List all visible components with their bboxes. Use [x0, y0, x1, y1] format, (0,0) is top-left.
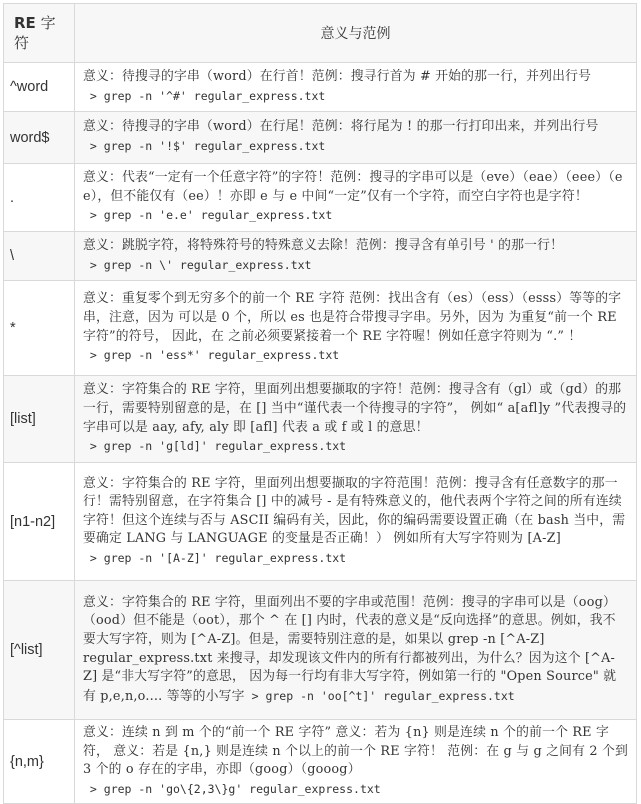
- row-description: [75, 376, 637, 463]
- row-command: > grep -n \' regular_express.txt: [83, 257, 312, 272]
- table-row: [4, 281, 637, 376]
- row-text: 意义：字符集合的 RE 字符，里面列出想要撷取的字符！范例：搜寻含有（gl）或（gd）的那一行，需要特别留意的是，在 [] 当中“谨代表一个待搜寻的字符”， 例如“ a[afl]y ”代表搜寻的字串可以是 aay, afy, aly 即 [afl] 代表 a 或 f 或 l 的意思！: [83, 382, 627, 435]
- table-row: [4, 720, 637, 804]
- table-row: [4, 463, 637, 581]
- row-description: [75, 463, 637, 581]
- row-description: [75, 232, 637, 281]
- row-description: [75, 63, 637, 112]
- row-text: 意义：字符集合的 RE 字符，里面列出想要撷取的字符范围！范例：搜寻含有任意数字的那一行！需特别留意，在字符集合 [] 中的减号 - 是有特殊意义的，他代表两个字符之间的所有连续字符！但这个连续与否与 ASCII 编码有关，因此，你的编码需要设置正确（在 bash 当中，需要确定 LANG 与 LANGUAGE 的变量是否正确！） 例如所有大写字符则为 [A-Z]: [83, 475, 626, 547]
- header-row: [4, 4, 637, 63]
- row-symbol: *: [4, 281, 75, 376]
- row-text: 意义：待搜寻的字串（word）在行首！范例：搜寻行首为 # 开始的那一行，并列出行号: [83, 68, 592, 84]
- row-symbol: ^word: [4, 63, 75, 112]
- row-text: 意义：代表“一定有一个任意字符”的字符！范例：搜寻的字串可以是（eve）（eae）（eee）（e e），但不能仅有（ee）！亦即 e 与 e 中间“一定”仅有一个字符，而空白字符也是字符！: [83, 170, 623, 204]
- row-command: > grep -n 'ess*' regular_express.txt: [83, 348, 340, 363]
- header-symbol-re: RE: [14, 14, 36, 32]
- row-text: 意义：连续 n 到 m 个的“前一个 RE 字符” 意义：若为 {n} 则是连续 n 个的前一个 RE 字符， 意义：若是 {n,} 则是连续 n 个以上的前一个 RE 字符！ 范例：在 g 与 g 之间有 2 个到 3 个的 o 存在的字串，亦即（goog）（gooog）: [83, 725, 628, 778]
- row-description: [75, 720, 637, 804]
- table-row: [4, 63, 637, 112]
- row-symbol: [n1-n2]: [4, 463, 75, 581]
- row-command: > grep -n 'go\{2,3\}g' regular_express.txt: [83, 781, 381, 796]
- row-command: > grep -n '^#' regular_express.txt: [83, 88, 326, 103]
- row-symbol: {n,m}: [4, 720, 75, 804]
- row-command: > grep -n 'g[ld]' regular_express.txt: [83, 439, 347, 454]
- row-description: [75, 112, 637, 164]
- row-symbol: word$: [4, 112, 75, 164]
- table-row: [4, 376, 637, 463]
- header-symbol: [4, 4, 75, 63]
- row-command: > grep -n '[A-Z]' regular_express.txt: [83, 550, 347, 565]
- table-body: [4, 63, 637, 804]
- row-symbol: [list]: [4, 376, 75, 463]
- row-text: 意义：跳脱字符，将特殊符号的特殊意义去除！范例：搜寻含有单引号 ' 的那一行！: [83, 237, 564, 253]
- row-command: > grep -n 'oo[^t]' regular_express.txt: [244, 688, 515, 703]
- header-symbol-char1: 字: [35, 14, 56, 32]
- row-description: [75, 281, 637, 376]
- table-row: [4, 112, 637, 164]
- header-description: 意义与范例: [75, 4, 637, 63]
- table-row: [4, 164, 637, 232]
- row-description: [75, 581, 637, 720]
- row-text: 意义：字符集合的 RE 字符，里面列出不要的字串或范围！范例：搜寻的字串可以是（oog）（ood）但不能是（oot），那个 ^ 在 [] 内时，代表的意义是“反向选择”的意思。例如，我不要大写字符，则为 [^A-Z]。但是，需要特别注意的是，如果以 grep -n [^A-Z] regular_express.txt 来搜寻，却发现该文件内的所有行都被列出，为什么？因为这个 [^A-Z] 是“非大写字符”的意思， 因为每一行均有非大写字符，例如第一行的 "Open Source" 就有 p,e,n,o.... 等等的小写字: [83, 594, 617, 704]
- row-text: 意义：重复零个到无穷多个的前一个 RE 字符 范例：找出含有（es）（ess）（esss）等等的字串，注意，因为 可以是 0 个，所以 es 也是符合带搜寻字串。另外，因为 为重复“前一个 RE 字符”的符号， 因此，在 之前必须要紧接着一个 RE 字符喔！例如任意字符则为 “.” ！: [83, 291, 622, 344]
- table-row: [4, 232, 637, 281]
- table-row: [4, 581, 637, 720]
- row-symbol: \: [4, 232, 75, 281]
- row-command: > grep -n 'e.e' regular_express.txt: [83, 208, 333, 223]
- header-symbol-char2: 符: [14, 34, 30, 52]
- row-description: [75, 164, 637, 232]
- row-command: > grep -n '!$' regular_express.txt: [83, 139, 326, 153]
- table-header: [4, 4, 637, 63]
- row-symbol: .: [4, 164, 75, 232]
- row-symbol: [^list]: [4, 581, 75, 720]
- re-table: [3, 3, 637, 804]
- row-text: 意义：待搜寻的字串（word）在行尾！范例：将行尾为 ! 的那一行打印出来，并列出行号: [83, 119, 599, 135]
